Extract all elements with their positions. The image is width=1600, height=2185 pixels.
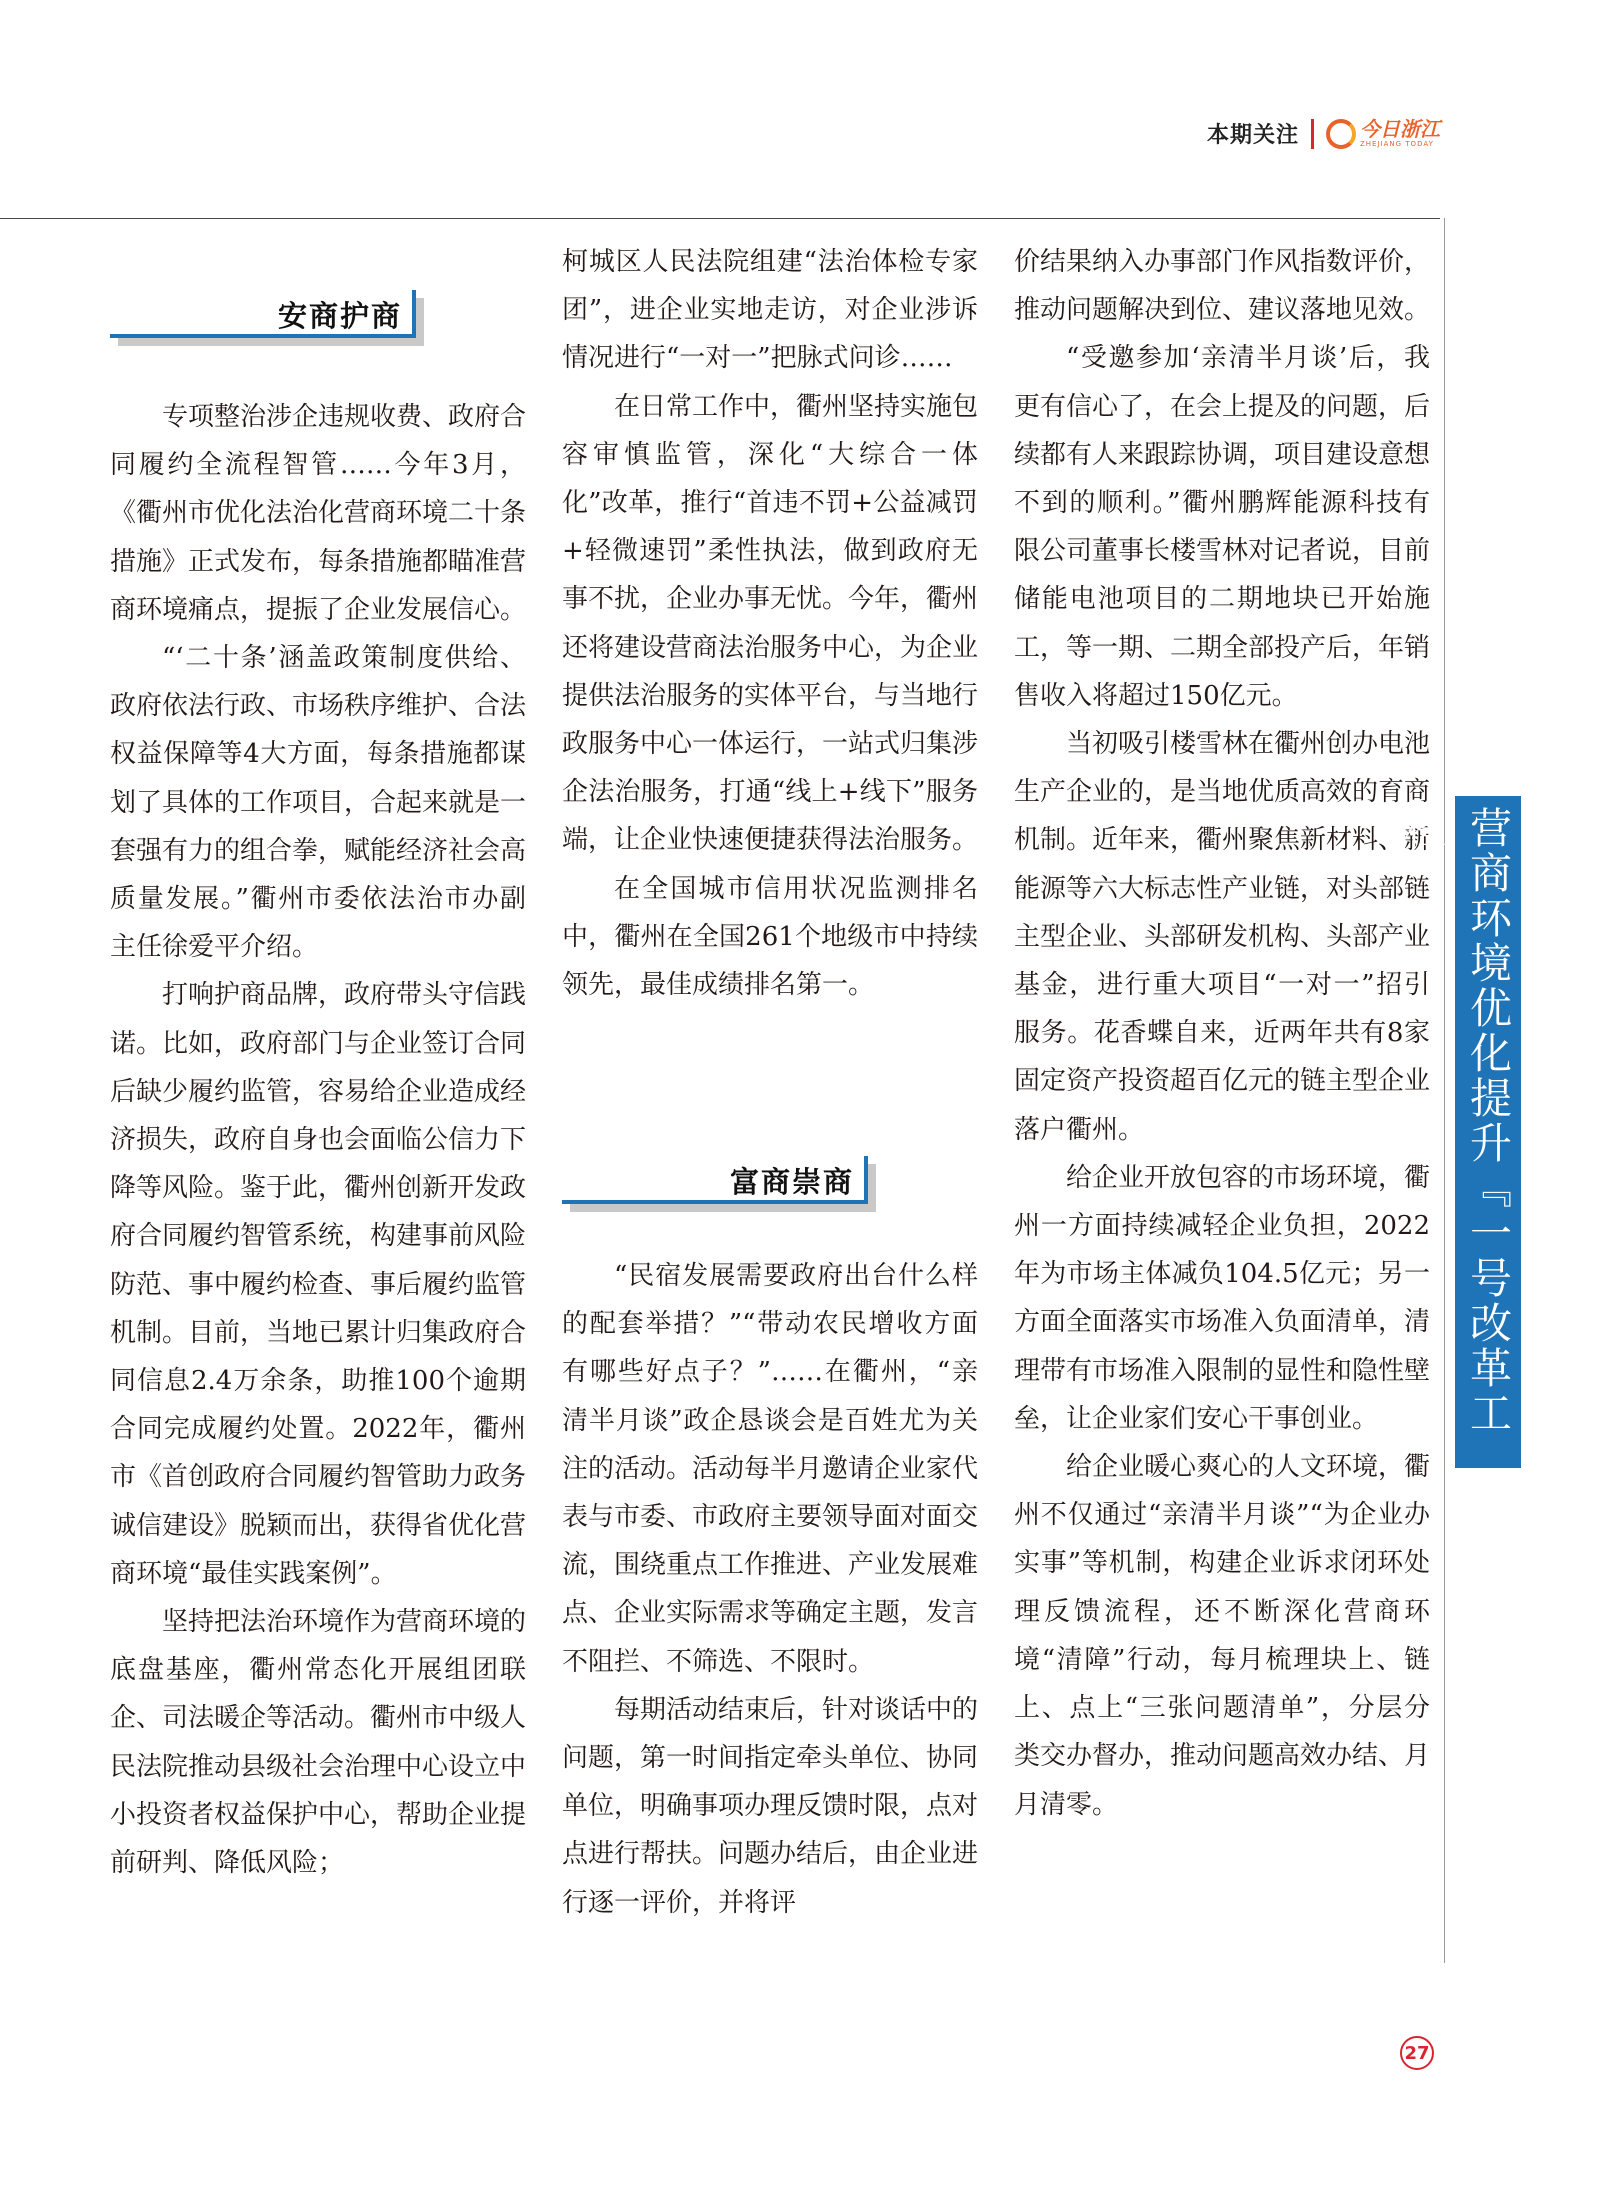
paragraph: “民宿发展需要政府出台什么样的配套举措？”“带动农民增收方面有哪些好点子？”……在衢州，“亲清半月谈”政企恳谈会是百姓尤为关注的活动。活动每半月邀请企业家代表与市委、市政府主要领导面对面交流，围绕重点工作推进、产业发展难点、企业实际需求等确定主题，发言不阻拦、不筛选、不限时。 <box>562 1261 979 1677</box>
article-column-1 <box>110 393 526 1887</box>
paragraph: 每期活动结束后，针对谈话中的问题，第一时间指定牵头单位、协同单位，明确事项办理反馈时限，点对点进行帮扶。问题办结后，由企业进行逐一评价，并将评 <box>562 1694 979 1918</box>
section-heading-1 <box>110 290 416 340</box>
page-header <box>1207 118 1440 149</box>
section-heading-2 <box>562 1156 868 1206</box>
paragraph: 专项整治涉企违规收费、政府合同履约全流程智管……今年3月，《衢州市优化法治化营商环境二十条措施》正式发布，每条措施都瞄准营商环境痛点，提振了企业发展信心。 <box>110 402 527 625</box>
logo-text: 今日浙江 <box>1360 117 1440 141</box>
magazine-logo <box>1326 119 1440 149</box>
section-title-2: 富商崇商 <box>729 1165 854 1199</box>
section-title-1: 安商护商 <box>277 299 402 333</box>
article-column-2-lower <box>562 1252 978 1927</box>
logo-icon <box>1326 119 1356 149</box>
paragraph: 在日常工作中，衢州坚持实施包容审慎监管，深化“大综合一体化”改革，推行“首违不罚+公益减罚+轻微速罚”柔性执法，做到政府无事不扰，企业办事无忧。今年，衢州还将建设营商法治服务中心，为企业提供法治服务的实体平台，与当地行政服务中心一体运行，一站式归集涉企法治服务，打通“线上+线下”服务端，让企业快速便捷获得法治服务。 <box>562 391 979 856</box>
paragraph: 柯城区人民法院组建“法治体检专家团”，进企业实地走访，对企业涉诉情况进行“一对一”把脉式问诊…… <box>562 247 978 374</box>
paragraph: 坚持把法治环境作为营商环境的底盘基座，衢州常态化开展组团联企、司法暖企等活动。衢州市中级人民法院推动县级社会治理中心设立中小投资者权益保护中心，帮助企业提前研判、降低风险； <box>110 1607 527 1879</box>
logo-subtext: ZHEJIANG TODAY <box>1360 140 1434 148</box>
paragraph: “‘二十条’涵盖政策制度供给、政府依法行政、市场秩序维护、合法权益保障等4大方面，每条措施都谋划了具体的工作项目，合起来就是一套强有力的组合拳，赋能经济社会高质量发展。”衢州市委依法治市办副主任徐爱平介绍。 <box>110 643 527 963</box>
paragraph: 当初吸引楼雪林在衢州创办电池生产企业的，是当地优质高效的育商机制。近年来，衢州聚焦新材料、新能源等六大标志性产业链，对头部链主型企业、头部研发机构、头部产业基金，进行重大项目“一对一”招引服务。花香蝶自来，近两年共有8家固定资产投资超百亿元的链主型企业落户衢州。 <box>1014 729 1431 1145</box>
header-divider <box>1311 119 1314 149</box>
sidebar-title: 营商环境优化提升『一号改革工程』 <box>1398 806 1513 1436</box>
paragraph: 在全国城市信用状况监测排名中，衢州在全国261个地级市中持续领先，最佳成绩排名第一。 <box>562 873 978 1001</box>
paragraph: 打响护商品牌，政府带头守信践诺。比如，政府部门与企业签订合同后缺少履约监管，容易给企业造成经济损失，政府自身也会面临公信力下降等风险。鉴于此，衢州创新开发政府合同履约智管系统，构建事前风险防范、事中履约检查、事后履约监管机制。目前，当地已累计归集政府合同信息2.4万余条，助推100个逾期合同完成履约处置。2022年，衢州市《首创政府合同履约智管助力政务诚信建设》脱颖而出，获得省优化营商环境“最佳实践案例”。 <box>110 980 527 1589</box>
page-number: 27 <box>1400 2036 1434 2070</box>
paragraph: 给企业暖心爽心的人文环境，衢州不仅通过“亲清半月谈”“为企业办实事”等机制，构建企业诉求闭环处理反馈流程，还不断深化营商环境“清障”行动，每月梳理块上、链上、点上“三张问题清单”，分层分类交办督办，推动问题高效办结、月月清零。 <box>1014 1452 1431 1820</box>
paragraph: 价结果纳入办事部门作风指数评价，推动问题解决到位、建议落地见效。 <box>1014 247 1431 326</box>
topic-sidebar <box>1398 796 1521 1468</box>
article-column-2 <box>562 238 978 1009</box>
section-label: 本期关注 <box>1206 123 1299 148</box>
right-rule <box>1444 218 1445 1963</box>
top-rule <box>0 218 1440 219</box>
paragraph: “受邀参加‘亲清半月谈’后，我更有信心了，在会上提及的问题，后续都有人来跟踪协调，项目建设意想不到的顺利。”衢州鹏辉能源科技有限公司董事长楼雪林对记者说，目前储能电池项目的二期地块已开始施工，等一期、二期全部投产后，年销售收入将超过150亿元。 <box>1014 343 1431 711</box>
article-column-3 <box>1014 238 1430 1829</box>
paragraph: 给企业开放包容的市场环境，衢州一方面持续减轻企业负担，2022年为市场主体减负104.5亿元；另一方面全面落实市场准入负面清单，清理带有市场准入限制的显性和隐性壁垒，让企业家们安心干事创业。 <box>1014 1162 1431 1434</box>
